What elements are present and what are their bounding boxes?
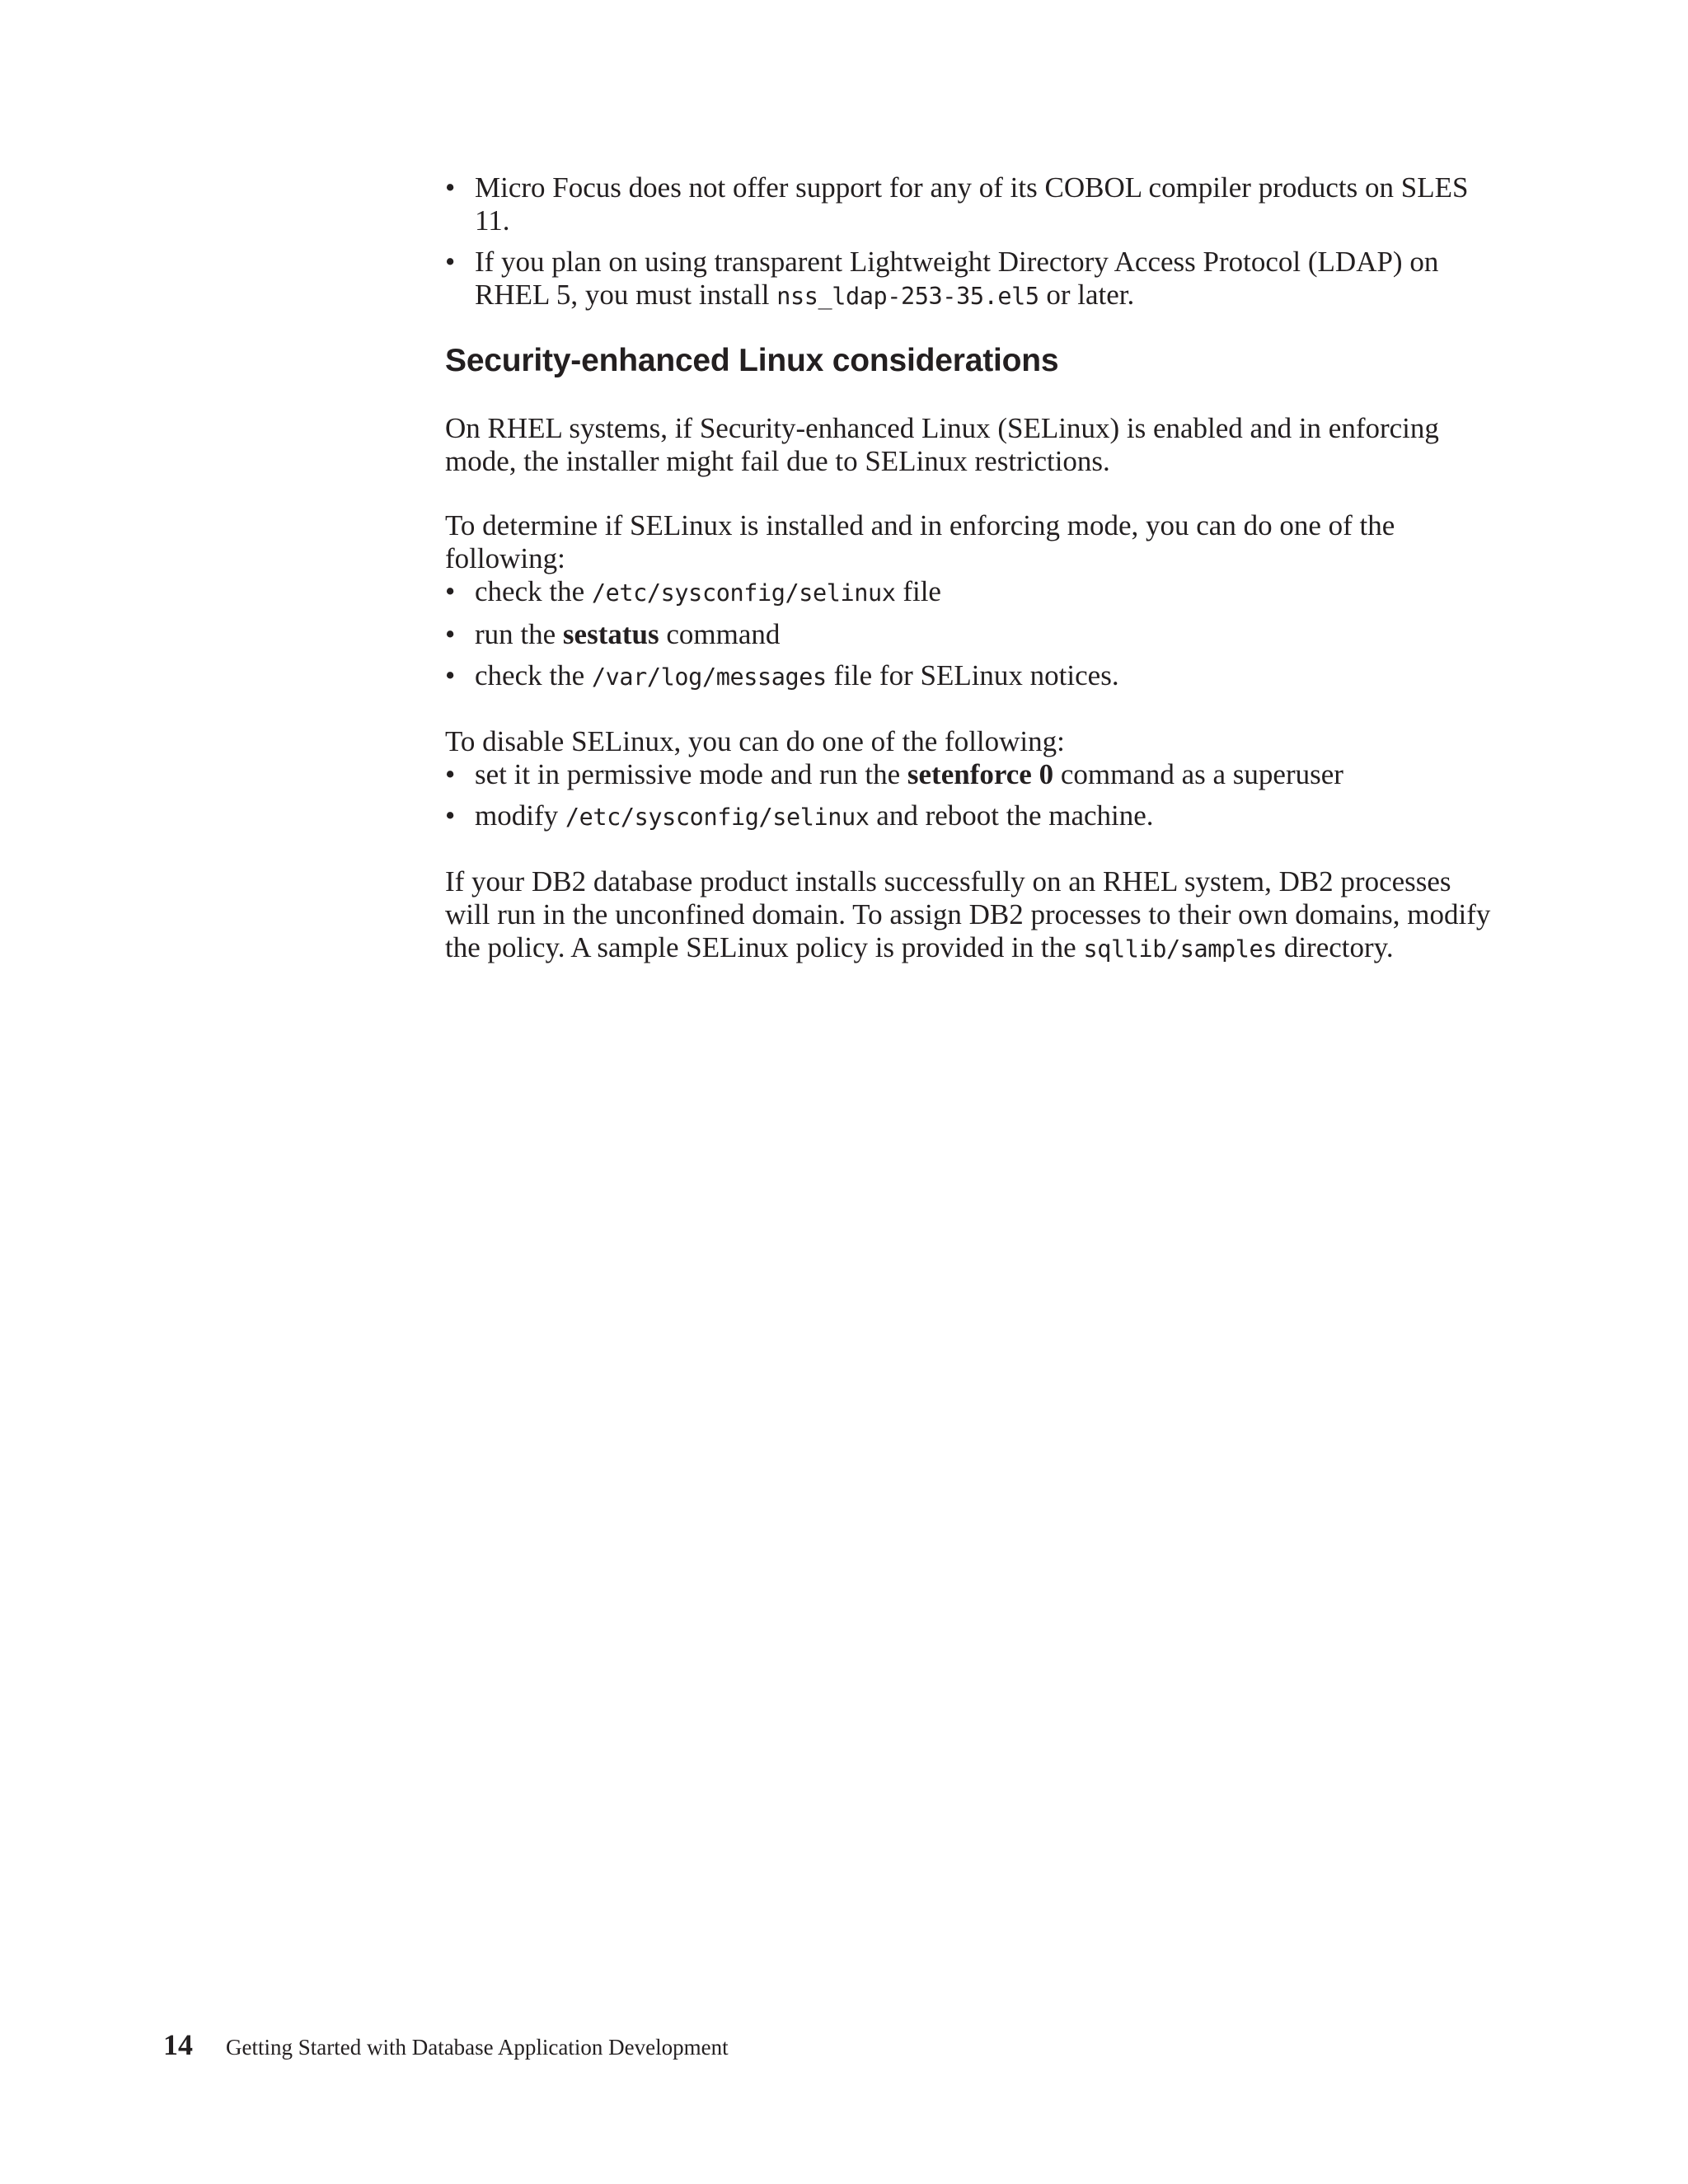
paragraph-selinux-intro: On RHEL systems, if Security-enhanced Linux (SELinux) is enabled and in enforcing mode, the installer might fail due to SELinux restrictions. — [445, 412, 1439, 477]
bullet: • — [445, 618, 456, 650]
list-item — [445, 246, 1492, 313]
paragraph-text: If your DB2 database product installs successfully on an RHEL system, DB2 processes will run in the unconfined domain. To assign DB2 processes to their own domains, modify the policy. A sample SELinux policy is provided in the — [445, 865, 1491, 963]
list-item-text: check the — [475, 659, 592, 691]
list-item-text: check the — [475, 575, 592, 607]
page-footer — [163, 2027, 729, 2060]
list-item — [445, 659, 1492, 694]
bullet: • — [445, 799, 456, 832]
command-sestatus: sestatus — [562, 618, 659, 650]
list-item-text: file — [895, 575, 941, 607]
bullet: • — [445, 171, 456, 204]
list-item-text: or later. — [1039, 279, 1135, 311]
bullet: • — [445, 246, 456, 278]
bullet: • — [445, 758, 456, 790]
code-path: /etc/sysconfig/selinux — [565, 804, 870, 831]
list-item-text: run the — [475, 618, 563, 650]
disable-list — [445, 758, 1492, 834]
bullet: • — [445, 575, 456, 607]
list-item-text: file for SELinux notices. — [826, 659, 1119, 691]
command-setenforce: setenforce 0 — [907, 758, 1054, 790]
list-item — [445, 758, 1492, 791]
determine-list — [445, 575, 1492, 694]
book-title: Getting Started with Database Application Development — [226, 2035, 729, 2060]
list-item-text: modify — [475, 799, 565, 832]
code-path: /etc/sysconfig/selinux — [591, 579, 896, 607]
document-body — [445, 171, 1492, 966]
list-item-text: command as a superuser — [1053, 758, 1343, 790]
code-path: /var/log/messages — [591, 663, 827, 691]
code-sqllib-samples: sqllib/samples — [1083, 935, 1278, 963]
list-item — [445, 171, 1492, 237]
list-item — [445, 575, 1492, 610]
paragraph-determine: To determine if SELinux is installed and in enforcing mode, you can do one of the following: — [445, 509, 1395, 574]
list-item-text: and reboot the machine. — [869, 799, 1154, 832]
code-nss-ldap: nss_ldap-253-35.el5 — [776, 283, 1039, 310]
list-item-text: If you plan on using transparent Lightweight Directory Access Protocol (LDAP) on RHEL 5, you must install — [475, 246, 1439, 311]
list-item — [445, 618, 1492, 651]
intro-list — [445, 171, 1492, 313]
paragraph-disable: To disable SELinux, you can do one of the following: — [445, 725, 1065, 757]
page-number: 14 — [163, 2028, 193, 2061]
paragraph-db2-policy — [445, 865, 1492, 966]
list-item-text: Micro Focus does not offer support for any of its COBOL compiler products on SLES 11. — [475, 171, 1469, 237]
paragraph-text: directory. — [1277, 931, 1394, 963]
list-item — [445, 799, 1492, 834]
bullet: • — [445, 659, 456, 691]
section-heading: Security-enhanced Linux considerations — [445, 343, 1059, 378]
list-item-text: command — [659, 618, 781, 650]
list-item-text: set it in permissive mode and run the — [475, 758, 907, 790]
